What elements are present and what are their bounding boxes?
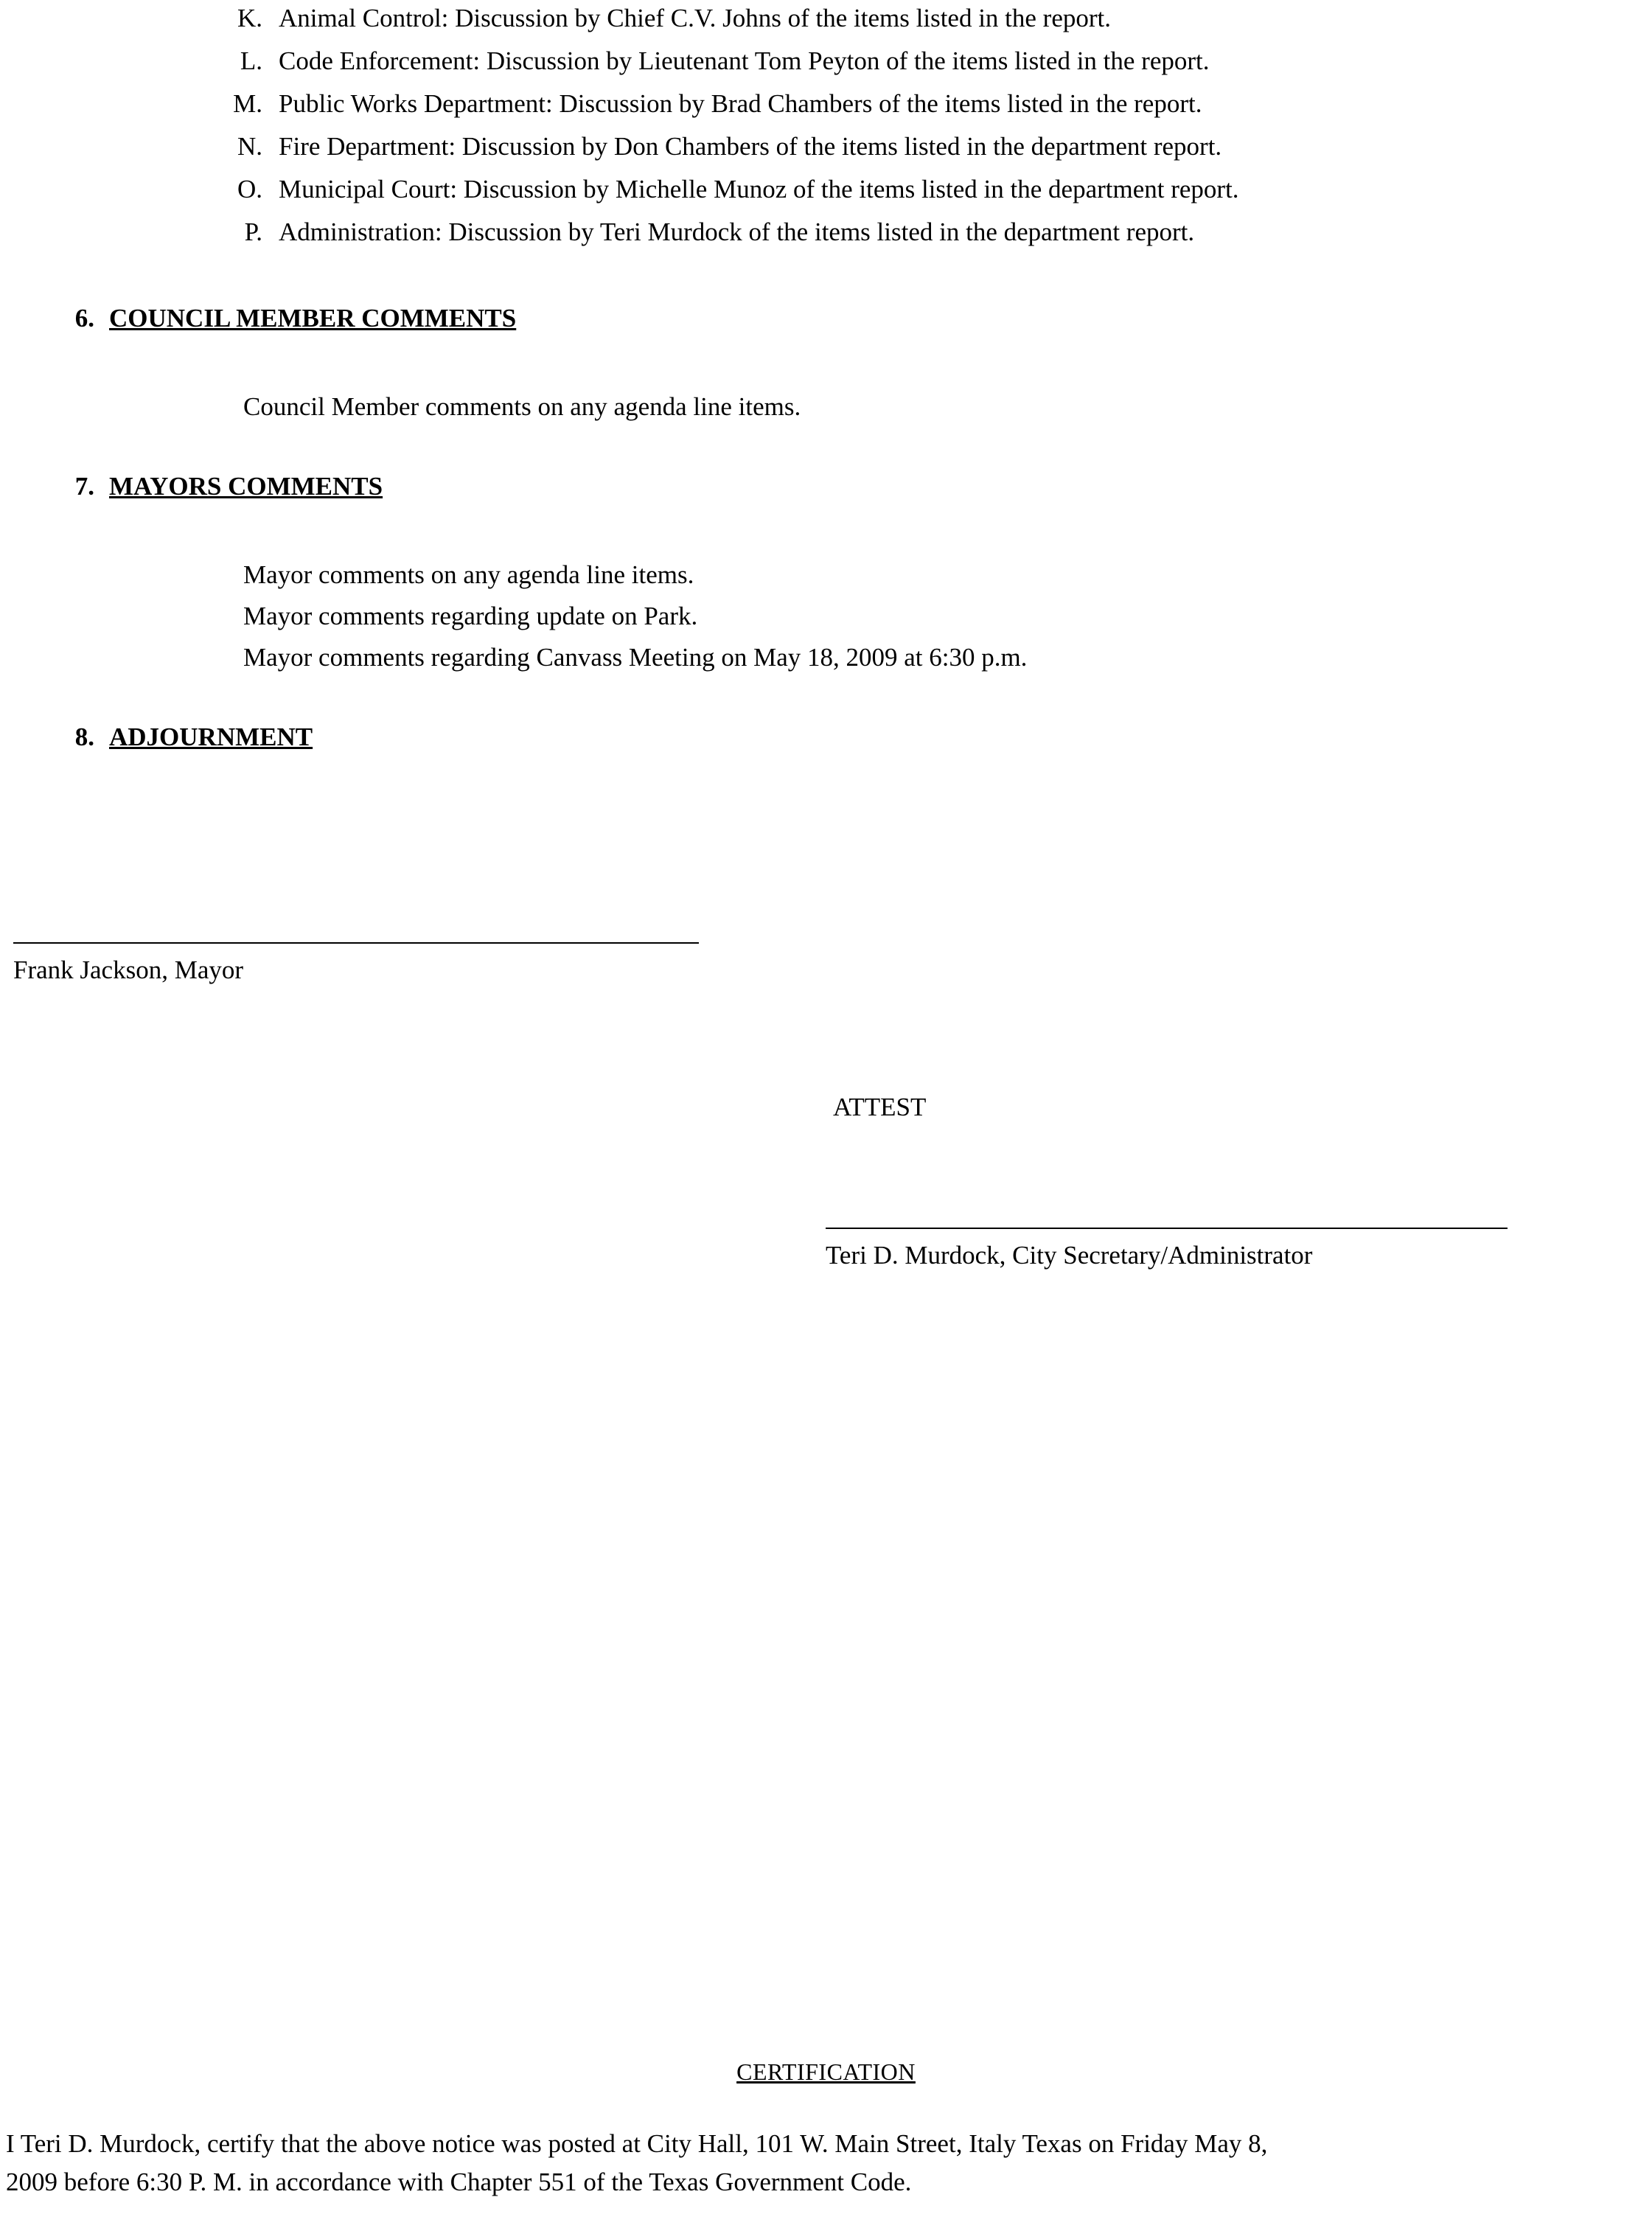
certification-line-2: 2009 before 6:30 P. M. in accordance with Chapter 551 of the Texas Government Code. [6, 2168, 912, 2196]
item-text: Fire Department: Discussion by Don Chambers of the items listed in the department report. [279, 132, 1222, 161]
item-text: Administration: Discussion by Teri Murdock of the items listed in the department report. [279, 217, 1195, 246]
item-text: Animal Control: Discussion by Chief C.V. Johns of the items listed in the report. [279, 4, 1112, 32]
section-heading [0, 470, 1652, 503]
item-letter: P. [244, 217, 262, 246]
section-number: 7. [74, 472, 94, 501]
certification-block [0, 2057, 1652, 2201]
body-line: Mayor comments regarding update on Park. [243, 602, 698, 630]
certification-body [0, 2125, 1652, 2201]
list-item [0, 125, 1652, 168]
item-letter: L. [240, 46, 262, 75]
body-line: Mayor comments regarding Canvass Meeting on May 18, 2009 at 6:30 p.m. [243, 643, 1028, 672]
section-council-member-comments [0, 302, 1652, 428]
item-letter: N. [237, 132, 262, 161]
section-mayors-comments [0, 470, 1652, 678]
section-adjournment [0, 721, 1652, 753]
list-item [0, 83, 1652, 125]
section-title: ADJOURNMENT [109, 723, 313, 751]
item-text: Public Works Department: Discussion by Brad Chambers of the items listed in the report. [279, 89, 1202, 118]
section-heading [0, 302, 1652, 335]
mayor-signature-block [13, 942, 699, 986]
certification-line-1: I Teri D. Murdock, certify that the above notice was posted at City Hall, 101 W. Main Street, Italy Texas on Friday May 8, [6, 2129, 1268, 2158]
list-item [0, 168, 1652, 211]
mayor-signature-name: Frank Jackson, Mayor [13, 955, 244, 984]
section-body [243, 554, 1652, 678]
section-title: COUNCIL MEMBER COMMENTS [109, 304, 517, 333]
item-letter: K. [237, 4, 262, 32]
signature-line [13, 942, 699, 944]
item-letter: M. [233, 89, 262, 118]
secretary-signature-block [826, 1228, 1508, 1272]
item-letter: O. [237, 175, 262, 203]
section-number: 6. [74, 304, 94, 333]
section-title: MAYORS COMMENTS [109, 472, 383, 501]
certification-title: CERTIFICATION [736, 2058, 916, 2085]
body-line: Council Member comments on any agenda line items. [243, 392, 801, 421]
signature-line [826, 1228, 1508, 1229]
item-text: Municipal Court: Discussion by Michelle Munoz of the items listed in the department report. [279, 175, 1239, 203]
item-text: Code Enforcement: Discussion by Lieutenant Tom Peyton of the items listed in the report. [279, 46, 1210, 75]
section-number: 8. [74, 723, 94, 751]
section-heading [0, 721, 1652, 753]
list-item [0, 0, 1652, 40]
list-item [0, 211, 1652, 254]
section-body [243, 386, 1652, 428]
attest-label: ATTEST [833, 1093, 927, 1121]
secretary-signature-name: Teri D. Murdock, City Secretary/Administrator [826, 1241, 1313, 1270]
body-line: Mayor comments on any agenda line items. [243, 560, 694, 589]
agenda-lettered-list [0, 0, 1652, 254]
list-item [0, 40, 1652, 83]
